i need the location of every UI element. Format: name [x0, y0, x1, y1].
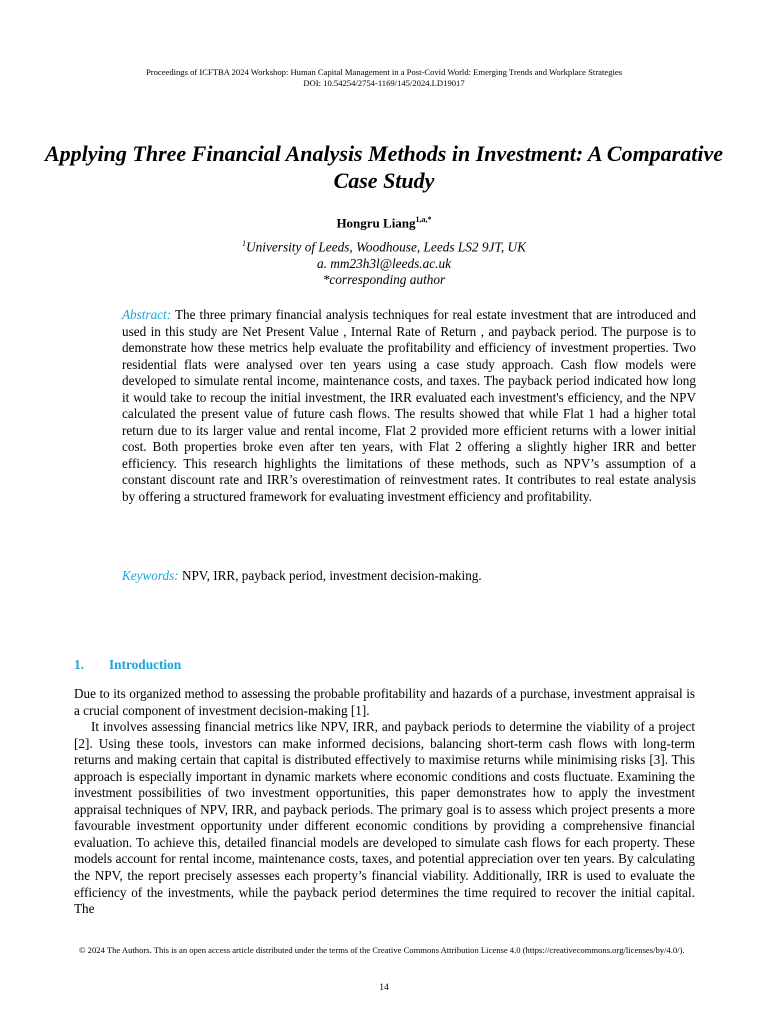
affiliation-email: a. mm23h3l@leeds.ac.uk: [316, 255, 452, 271]
author-name: Hongru Liang: [336, 215, 416, 231]
doi-line: DOI: 10.54254/2754-1169/145/2024.LD19017: [303, 78, 465, 88]
affiliation-block: [0, 236, 768, 289]
abstract-label: Abstract:: [122, 307, 172, 322]
section-number: 1.: [74, 657, 84, 672]
affiliation-address: University of Leeds, Woodhouse, Leeds LS2 9JT, UK: [246, 239, 526, 255]
proceedings-line: Proceedings of ICFTBA 2024 Workshop: Human Capital Management in a Post-Covid World: Emerging Trends and Workplace Strategies: [145, 67, 623, 77]
affiliation-sup: 1: [242, 239, 247, 248]
author-line: [0, 211, 768, 231]
section-title: Introduction: [109, 657, 182, 672]
keywords: [122, 567, 696, 584]
page-number: 14: [379, 983, 389, 993]
section-heading-introduction: [74, 656, 181, 673]
body-paragraph: It involves assessing financial metrics like NPV, IRR, and payback periods to determine the viability of a project [2]. Using these tools, investors can make informed decisions, balancing short-term cash flows with long-term returns and making certain that capital is distributed effectively to maximise returns while minimising risks [3]. This approach is especially important in dynamic markets where economic conditions and costs fluctuate. Examining the investment possibilities of two investment opportunities, this paper demonstrates how to apply the investment appraisal techniques of NPV, IRR, and payback periods. The primary goal is to assess which project presents a more favourable investment opportunity under different economic conditions by providing a comprehensive financial evaluation. To achieve this, detailed financial models are developed to simulate cash flows for each property. These models account for rental income, maintenance costs, taxes, and potential appreciation over ten years. By calculating the NPV, the report precisely assesses each property’s financial viability. Additionally, IRR is used to evaluate the efficiency of the investments, while the payback period determines the time required to recover the initial capital. The: [74, 719, 695, 917]
affiliation-institution: [0, 236, 768, 256]
abstract-text: The three primary financial analysis techniques for real estate investment that are introduced and used in this study are Net Present Value , Internal Rate of Return , and payback period. The purpose is to demonstrate how these metrics help evaluate the profitability and efficiency of investment properties. Two residential flats were analysed over ten years using a case study approach. Cash flow models were developed to simulate rental income, maintenance costs, and taxes. The payback period indicated how long it would take to recoup the initial investment, the IRR evaluated each investment's efficiency, and the NPV calculated the present value of future cash flows. The results showed that while Flat 1 had a higher total return due to its larger value and rental income, Flat 2 provided more efficient returns with a lower initial cost. Both properties broke even after ten years, with Flat 2 offering a slightly higher IRR and better efficiency. This research highlights the limitations of these methods, such as NPV’s assumption of a constant discount rate and IRR’s overestimation of reinvestment rates. It contributes to real estate analysis by offering a structured framework for evaluating investment efficiency and profitability.: [122, 307, 696, 505]
body-paragraph: Due to its organized method to assessing the probable profitability and hazards of a purchase, investment appraisal is a crucial component of investment decision-making [1].: [74, 686, 695, 718]
author-marks: 1,a,*: [415, 215, 432, 224]
license-footnote: © 2024 The Authors. This is an open access article distributed under the terms of the Creative Commons Attribution License 4.0 (https://creativecommons.org/licenses/by/4.0/).: [79, 945, 685, 955]
abstract: [122, 307, 696, 506]
keywords-text: NPV, IRR, payback period, investment decision-making.: [178, 568, 482, 583]
running-header: [0, 67, 768, 89]
corresponding-author-note: *corresponding author: [322, 272, 446, 288]
paper-title: Applying Three Financial Analysis Methods in Investment: A Comparative Case Study: [45, 141, 723, 193]
introduction-body: [74, 686, 695, 918]
keywords-label: Keywords:: [122, 568, 179, 583]
